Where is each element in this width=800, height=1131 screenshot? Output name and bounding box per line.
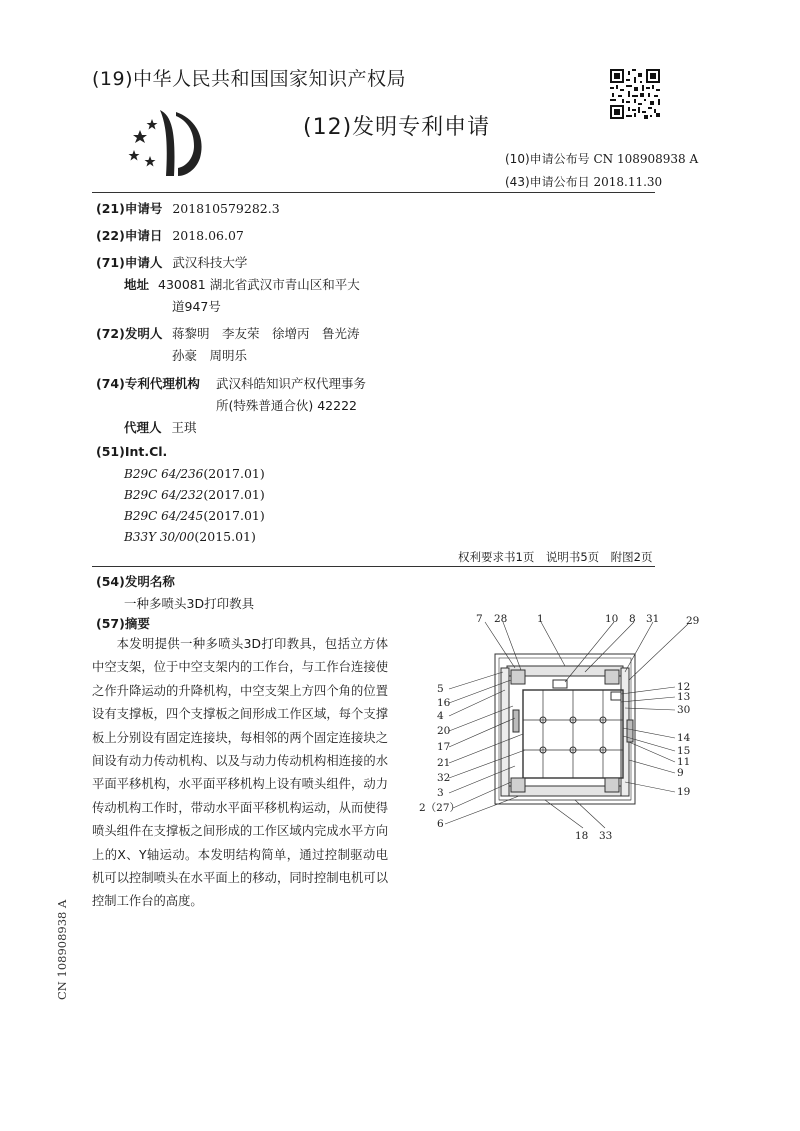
intcl-code: B33Y 30/00 [124,530,195,544]
intcl-item [124,487,265,502]
intcl-version: (2017.01) [203,487,265,502]
callout-label: 21 [437,757,451,769]
callout-label: 32 [437,772,451,784]
application-date: 2018.06.07 [172,228,244,243]
cnipa-emblem-icon [128,108,210,180]
side-publication-number: CN 108908938 A [55,899,69,1000]
applicant-label: (71)申请人 [96,255,163,270]
intcl-version: (2015.01) [194,529,256,544]
header-divider [92,192,655,193]
invention-title: 一种多喷头3D打印教具 [124,596,255,611]
patent-drawing [415,610,715,850]
application-date-label: (22)申请日 [96,228,163,243]
callout-label: 17 [437,741,451,753]
publication-date-label: (43)申请公布日 [505,175,590,189]
address-line-2: 道947号 [172,299,221,314]
callout-label: 11 [677,756,691,768]
qr-code-icon [610,68,660,120]
agency-line-2: 所(特殊普通合伙) 42222 [216,398,357,413]
intcl-label: (51)Int.Cl. [96,444,168,459]
agency-label: (74)专利代理机构 [96,376,200,391]
callout-label: 4 [437,710,444,722]
intcl-item [124,466,265,481]
publication-date-row [505,173,662,190]
callout-label: 3 [437,787,444,799]
callout-label: 12 [677,681,691,693]
left-rail [501,668,509,796]
callout-label: 7 [476,613,483,625]
inventors-line-2: 孙豪 周明乐 [172,348,248,363]
agency-line-1: 武汉科皓知识产权代理事务 [216,376,367,391]
intcl-version: (2017.01) [203,508,265,523]
page-counts: 权利要求书1页 说明书5页 附图2页 [458,550,653,564]
intcl-item [124,529,256,544]
callout-label: 6 [437,818,444,830]
intcl-item [124,508,265,523]
publication-date: 2018.11.30 [593,175,663,189]
intcl-code: B29C 64/232 [124,488,204,502]
publication-number-label: (10)申请公布号 [505,152,590,166]
document-type: (12)发明专利申请 [303,115,491,140]
applicant-row [96,253,247,271]
callout-label: 28 [494,613,508,625]
address-label: 地址 [124,277,150,292]
callout-label: 33 [599,830,613,842]
publication-number-row [505,150,698,167]
title-label: (54)发明名称 [96,574,175,589]
callout-label: 5 [437,683,444,695]
application-number-label: (21)申请号 [96,201,163,216]
applicant: 武汉科技大学 [172,255,248,270]
callout-label: 1 [537,613,544,625]
publication-number: CN 108908938 A [593,152,699,166]
callout-label: 15 [677,745,691,757]
callout-label: 30 [677,704,691,716]
intcl-version: (2017.01) [203,466,265,481]
inventors-line-1: 蒋黎明 李友荣 徐增丙 鲁光涛 [172,326,360,341]
callout-label: 14 [677,732,691,744]
office-name: (19)中华人民共和国国家知识产权局 [92,68,407,90]
callout-label: 19 [677,786,691,798]
abstract-label: (57)摘要 [96,616,150,631]
callout-label: 13 [677,691,691,703]
agent-row [124,418,197,436]
address-line-1: 430081 湖北省武汉市青山区和平大 [158,277,360,292]
callout-label: 29 [686,615,700,627]
agent-label: 代理人 [124,420,162,435]
callout-label: 2（27） [419,802,461,814]
callout-label: 18 [575,830,589,842]
callout-label: 16 [437,697,451,709]
callout-label: 8 [629,613,636,625]
intcl-code: B29C 64/245 [124,509,204,523]
inventors-label: (72)发明人 [96,326,163,341]
callout-label: 9 [677,767,684,779]
application-number-row [96,199,280,217]
intcl-code: B29C 64/236 [124,467,204,481]
application-date-row [96,226,244,244]
callout-label: 31 [646,613,660,625]
agent: 王琪 [171,420,197,435]
callout-label: 20 [437,725,451,737]
biblio-divider [92,566,655,567]
callout-label: 10 [605,613,619,625]
application-number: 201810579282.3 [172,201,280,216]
abstract-text: 本发明提供一种多喷头3D打印教具，包括立方体中空支架，位于中空支架内的工作台，与工作台连接使之作升降运动的升降机构，中空支架上方四个角的位置设有支撑板，四个支撑板之间形成工作区域，每个支撑板上分别设有固定连接块，每相邻的两个固定连接块之间设有动力传动机构、以及与动力传动机构相连接的水平面平移机构，水平面平移机构上设有喷头组件，动力传动机构工作时，带动水平面平移机构运动，从而使得喷头组件在支撑板之间形成的工作区域内完成水平方向上的X、Y轴运动。本发明结构简单，通过控制驱动电机可以控制喷头在水平面上的移动，同时控制电机可以控制工作台的高度。 [92,637,388,909]
